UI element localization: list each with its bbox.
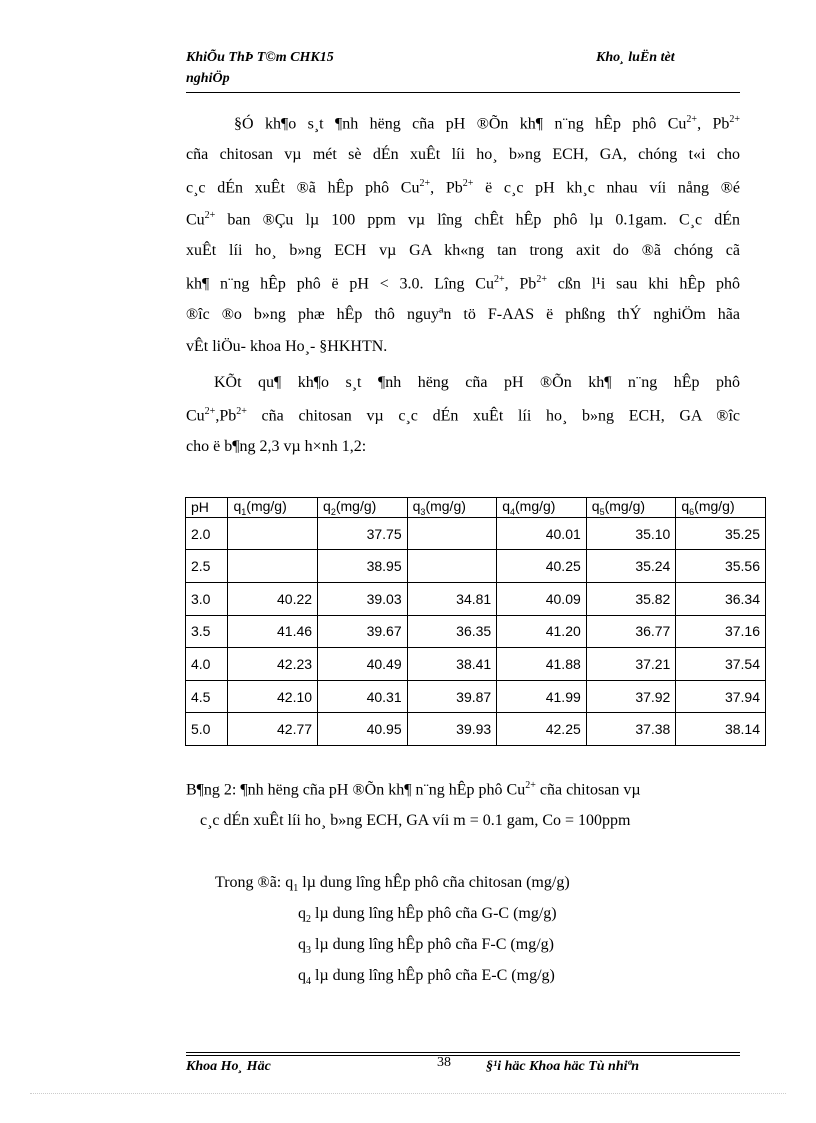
table-cell-q1: 42.10 (228, 680, 318, 713)
table-cell-q3: 34.81 (407, 582, 497, 615)
data-table (185, 497, 766, 746)
table-cell-q6: 35.25 (676, 517, 766, 550)
table-cell-q2: 39.67 (318, 615, 408, 648)
table-cell-q5: 35.24 (586, 550, 676, 583)
footer-rule-2 (186, 1055, 740, 1056)
table-cell-q6: 36.34 (676, 582, 766, 615)
table-caption-line: c¸c dÉn xuÊt líi ho¸ b»ng ECH, GA víi m = 0.1 gam, Co = 100ppm (200, 812, 631, 829)
page-number: 38 (437, 1055, 451, 1070)
table-cell-q3: 39.93 (407, 713, 497, 746)
legend-item: $q_2$ lµ dung lîng hÊp phô cña G-C (mg/g) (298, 905, 557, 926)
table-caption-line: B¶ng 2: ¶nh hëng cña pH ®Õn kh¶ n¨ng hÊp phô $Cu^{2+}$ cña chitosan vµ (186, 780, 641, 799)
table-cell-q2: 38.95 (318, 550, 408, 583)
paragraph-1-line: c¸c dÉn xuÊt ®ã hÊp phô $Cu^{2+}$, $Pb^{2+}$ ë c¸c pH kh¸c nhau víi nång ®é (186, 178, 741, 197)
table-cell-ph: 3.5 (186, 615, 228, 648)
table-cell-q2: 40.31 (318, 680, 408, 713)
table-cell-q5: 35.10 (586, 517, 676, 550)
footer-rule-1 (186, 1052, 740, 1053)
table-row (186, 713, 766, 746)
paragraph-1-line: kh¶ n¨ng hÊp phô ë pH < 3.0. Lîng $Cu^{2+}$, $Pb^{2+}$ cßn l¹i sau khi hÊp phô (186, 274, 740, 293)
table-cell-q1 (228, 517, 318, 550)
table-cell-q3: 39.87 (407, 680, 497, 713)
table-row (186, 615, 766, 648)
footer-right: §¹i häc Khoa häc Tù nhiªn (486, 1059, 640, 1074)
table-cell-q2: 40.95 (318, 713, 408, 746)
table-row (186, 517, 766, 550)
legend-item: $q_3$ lµ dung lîng hÊp phô cña F-C (mg/g) (298, 936, 554, 957)
table-cell-ph: 4.0 (186, 648, 228, 681)
paragraph-2-line: cho ë b¶ng 2,3 vµ h×nh 1,2: (186, 438, 367, 455)
table-cell-ph: 5.0 (186, 713, 228, 746)
table-cell-q2: 37.75 (318, 517, 408, 550)
table-cell-q3 (407, 517, 497, 550)
table-cell-q4: 40.25 (497, 550, 587, 583)
table-header-ph: pH (186, 498, 228, 518)
table-cell-q6: 37.54 (676, 648, 766, 681)
table-header-row (186, 498, 766, 518)
table-cell-q5: 36.77 (586, 615, 676, 648)
paragraph-2-line: $Cu^{2+},Pb^{2+}$ cña chitosan vµ c¸c dÉn xuÊt líi ho¸ b»ng ECH, GA ®îc (186, 406, 740, 425)
table-cell-q3 (407, 550, 497, 583)
table-header-q6: $q_6(mg/g)$ (676, 498, 766, 518)
table-cell-ph: 3.0 (186, 582, 228, 615)
table-cell-q5: 37.38 (586, 713, 676, 746)
table-cell-q6: 35.56 (676, 550, 766, 583)
table-cell-q2: 39.03 (318, 582, 408, 615)
table-cell-q6: 37.16 (676, 615, 766, 648)
table-row (186, 550, 766, 583)
table-cell-q6: 38.14 (676, 713, 766, 746)
paragraph-1-line: §Ó kh¶o s¸t ¶nh hëng cña pH ®Õn kh¶ n¨ng hÊp phô $Cu^{2+}$, $Pb^{2+}$ (234, 114, 740, 133)
table-cell-q2: 40.49 (318, 648, 408, 681)
paragraph-1-line: xuÊt líi ho¸ b»ng ECH vµ GA kh«ng tan trong axit do ®ã chóng cã (186, 242, 740, 259)
table-cell-q5: 37.92 (586, 680, 676, 713)
header-right: Kho¸ luËn tèt (596, 50, 675, 65)
table-cell-q1: 40.22 (228, 582, 318, 615)
footer-left: Khoa Ho¸ Häc (186, 1059, 271, 1074)
table-cell-q4: 41.99 (497, 680, 587, 713)
paragraph-1-line: cña chitosan vµ mét sè dÉn xuÊt líi ho¸ b»ng ECH, GA, chóng t«i cho (186, 146, 740, 163)
header-left-line1: KhiÕu ThÞ T©m CHK15 (186, 50, 334, 65)
header-rule (186, 92, 740, 93)
legend-item: $q_4$ lµ dung lîng hÊp phô cña E-C (mg/g) (298, 967, 555, 988)
table-cell-ph: 4.5 (186, 680, 228, 713)
table-row (186, 648, 766, 681)
table-cell-q6: 37.94 (676, 680, 766, 713)
paragraph-1-line: $Cu^{2+}$ ban ®Çu lµ 100 ppm vµ lîng chÊt hÊp phô lµ 0.1gam. C¸c dÉn (186, 210, 740, 229)
page-bottom-dotted-line (30, 1093, 786, 1094)
legend-item: Trong ®ã: $q_1$ lµ dung lîng hÊp phô cña chitosan (mg/g) (215, 874, 570, 895)
table-cell-q4: 41.88 (497, 648, 587, 681)
table-header-q2: $q_2(mg/g)$ (318, 498, 408, 518)
table-cell-q1: 42.77 (228, 713, 318, 746)
table-cell-q3: 36.35 (407, 615, 497, 648)
paragraph-2-line: KÕt qu¶ kh¶o s¸t ¶nh hëng cña pH ®Õn kh¶ n¨ng hÊp phô (214, 374, 740, 391)
table-cell-q5: 35.82 (586, 582, 676, 615)
table-cell-q1: 41.46 (228, 615, 318, 648)
table-cell-q5: 37.21 (586, 648, 676, 681)
table-cell-ph: 2.5 (186, 550, 228, 583)
table-cell-q1: 42.23 (228, 648, 318, 681)
table-cell-q1 (228, 550, 318, 583)
table-row (186, 680, 766, 713)
table-header-q4: $q_4(mg/g)$ (497, 498, 587, 518)
table-cell-q4: 40.01 (497, 517, 587, 550)
table-cell-ph: 2.0 (186, 517, 228, 550)
table-row (186, 582, 766, 615)
table-cell-q4: 41.20 (497, 615, 587, 648)
table-cell-q4: 42.25 (497, 713, 587, 746)
header-left-line2: nghiÖp (186, 71, 230, 86)
table-cell-q3: 38.41 (407, 648, 497, 681)
table-header-q5: $q_5(mg/g)$ (586, 498, 676, 518)
paragraph-1-line: ®îc ®o b»ng phæ hÊp thô nguyªn tö F-AAS ë phßng thÝ nghiÖm hãa (186, 306, 740, 323)
table-header-q3: $q_3(mg/g)$ (407, 498, 497, 518)
table-header-q1: $q_1(mg/g)$ (228, 498, 318, 518)
paragraph-1-line: vÊt liÖu- khoa Ho¸- §HKHTN. (186, 338, 388, 355)
table-cell-q4: 40.09 (497, 582, 587, 615)
